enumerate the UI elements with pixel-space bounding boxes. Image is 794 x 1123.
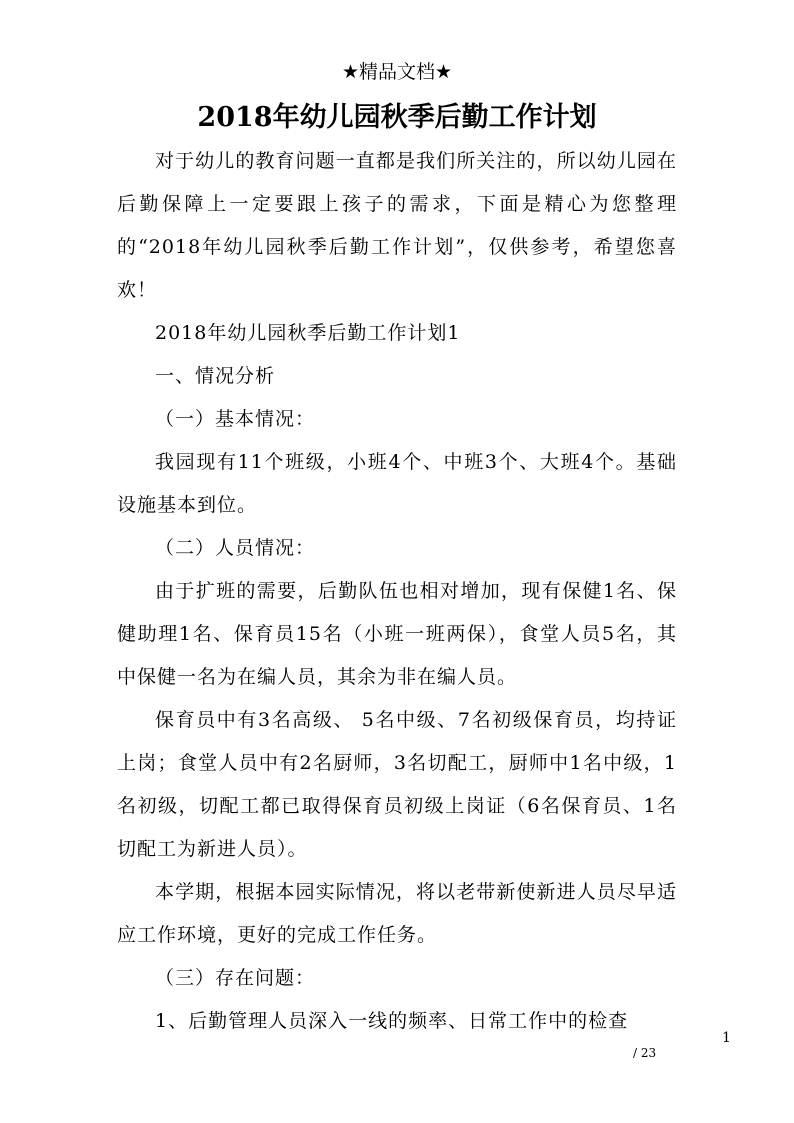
- section-heading-situation: 一、情况分析: [155, 365, 276, 387]
- paragraph-problem-1: 1、后勤管理人员深入一线的频率、日常工作中的检查: [155, 1010, 629, 1032]
- paragraph-semester: 本学期，根据本园实际情况，将以老带新使新进人员尽早适应工作环境，更好的完成工作任务。: [117, 881, 677, 946]
- document-body: [117, 140, 677, 1043]
- paragraph-staff-levels: 保育员中有3名高级、 5名中级、7名初级保育员，均持证上岗；食堂人员中有2名厨师，3名切配工，厨师中1名中级，1名初级，切配工都已取得保育员初级上岗证（6名保育员、1名切配工为新进人员）。: [117, 709, 677, 860]
- page-number: 1: [722, 1030, 731, 1046]
- subsection-problems: （三）存在问题：: [155, 967, 316, 989]
- paragraph-basic: 我园现有11个班级，小班4个、中班3个、大班4个。基础设施基本到位。: [117, 451, 677, 516]
- subsection-basic: （一）基本情况：: [155, 408, 316, 430]
- intro-paragraph: 对于幼儿的教育问题一直都是我们所关注的，所以幼儿园在后勤保障上一定要跟上孩子的需求，下面是精心为您整理的“2018年幼儿园秋季后勤工作计划”，仅供参考，希望您喜欢！: [117, 150, 677, 301]
- document-header: ★精品文档★: [341, 61, 453, 83]
- paragraph-staff: 由于扩班的需要，后勤队伍也相对增加，现有保健1名、保健助理1名、保育员15名（小班一班两保），食堂人员5名，其中保健一名为在编人员，其余为非在编人员。: [117, 580, 677, 688]
- page-total: / 23: [633, 1046, 657, 1060]
- document-title: 2018年幼儿园秋季后勤工作计划: [197, 102, 597, 133]
- subsection-staff: （二）人员情况：: [155, 537, 316, 559]
- plan-heading: 2018年幼儿园秋季后勤工作计划1: [155, 322, 461, 344]
